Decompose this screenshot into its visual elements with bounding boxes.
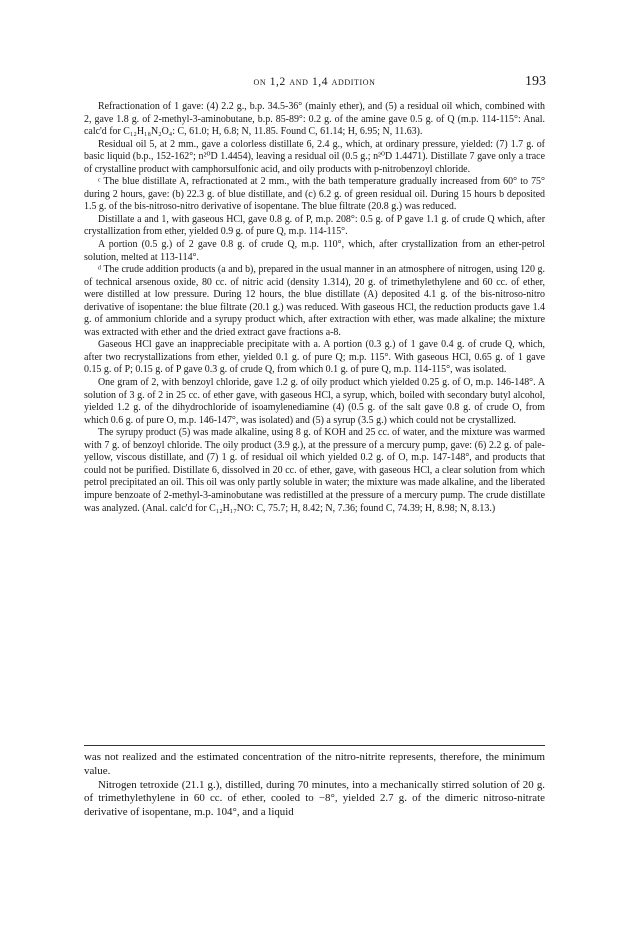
body-text — [84, 751, 545, 820]
page-number: 193 — [525, 74, 546, 89]
footnote-paragraph: One gram of 2, with benzoyl chloride, gave 1.2 g. of oily product which yielded 0.25 g. of O, m.p. 146-148°. A solution of 3 g. of 2 in 25 cc. of ether gave, with gaseous HCl, a syrup, which, boiled with secondary butyl alcohol, yielded 1.2 g. of the dihydrochloride of isoamylenediamine (4) (0.5 g. of the salt gave 0.8 g. of crude O, from which 0.6 g. of pure O, m.p. 146-147°, was isolated) and (5) a syrup (3.5 g.) which could not be crystallized. — [84, 377, 545, 426]
footnote-paragraph: ᶜ The blue distillate A, refractionated at 2 mm., with the bath temperature gradually increased from 60° to 75° during 2 hours, gave: (b) 22.3 g. of blue distillate, and (c) 6.2 g. of green residual oil. During 15 hours b deposited 1.5 g. of the bis-nitroso-nitro derivative of isopentane. The blue filtrate (20.8 g.) was reduced. — [84, 176, 545, 213]
footnotes-section — [84, 101, 545, 515]
footnote-paragraph: ᵈ The crude addition products (a and b), prepared in the usual manner in an atmosphere of nitrogen, using 120 g. of technical arsenous oxide, 80 cc. of nitric acid (density 1.314), 20 g. of trimethylethylene and 60 cc. of ether, were distilled at low pressure. During 12 hours, the blue distillate (A) deposited 4.1 g. of the bis-nitroso-nitro derivative of isopentane: the blue filtrate (20.1 g.) was reduced. With gaseous HCl, the reduction products gave 1.4 g. of ammonium chloride and a syrupy product which, after extraction with ether, was made alkaline; the mixture was extracted with ether and the dried extract gave fractions a-8. — [84, 264, 545, 338]
footnote-paragraph: Refractionation of 1 gave: (4) 2.2 g., b.p. 34.5-36° (mainly ether), and (5) a residual oil which, combined with 2, gave 1.8 g. of 2-methyl-3-aminobutane, b.p. 85-89°: 0.2 g. of the amine gave 0.5 g. of Q (m.p. 114-115°: Anal. calc'd for C₁₂H₁₈N₂O₄: C, 61.0; H, 6.8; N, 11.85. Found C, 61.14; H, 6.95; N, 11.63). — [84, 101, 545, 138]
footnote-paragraph: Distillate a and 1, with gaseous HCl, gave 0.8 g. of P, m.p. 208°: 0.5 g. of P gave 1.1 g. of crude Q which, after crystallization from ether, yielded 0.9 g. of pure Q, m.p. 114-115°. — [84, 213, 545, 238]
running-head-title: on 1,2 and 1,4 addition — [253, 76, 376, 88]
section-divider — [84, 745, 545, 746]
body-paragraph: Nitrogen tetroxide (21.1 g.), distilled, during 70 minutes, into a mechanically stirred solution of 20 g. of trimethylethylene in 60 cc. of ether, cooled to −8°, yielded 2.7 g. of the dimeric nitroso-nitrate derivative of isopentane, m.p. 104°, and a liquid — [84, 778, 545, 819]
footnote-paragraph: Residual oil 5, at 2 mm., gave a colorless distillate 6, 2.4 g., which, at ordinary pressure, yielded: (7) 1.7 g. of basic liquid (b.p., 152-162°; n²⁰D 1.4454), leaving a residual oil (0.5 g.; n²⁰D 1.4471). Distillate 7 gave only a trace of crystalline product with camphorsulfonic acid, and oily products with p-nitrobenzoyl chloride. — [84, 138, 545, 175]
footnote-paragraph: A portion (0.5 g.) of 2 gave 0.8 g. of crude Q, m.p. 110°, which, after crystallization from an ether-petrol solution, melted at 113-114°. — [84, 239, 545, 263]
footnote-paragraph: The syrupy product (5) was made alkaline, using 8 g. of KOH and 25 cc. of water, and the mixture was warmed with 7 g. of benzoyl chloride. The oily product (3.9 g.), at the pressure of a mercury pump, gave: (6) 2.2 g. of pale-yellow, viscous distillate, and (7) 1 g. of residual oil which yielded 0.2 g. of O, m.p. 147-148°, and products that could not be purified. Distillate 6, dissolved in 20 cc. of ether, gave, with gaseous HCl, a clear solution from which petrol precipitated an oil. This oil was only partly soluble in water; the mixture was made alkaline, and the liberated impure benzoate of 2-methyl-3-aminobutane was redistilled at the pressure of a mercury pump. The crude distillate was analyzed. (Anal. calc'd for C₁₂H₁₇NO: C, 75.7; H, 8.42; N, 7.36; found C, 74.39; H, 8.98; N, 8.13.) — [84, 427, 545, 514]
footnote-paragraph: Gaseous HCl gave an inappreciable precipitate with a. A portion (0.3 g.) of 1 gave 0.4 g. of crude Q, which, after two recrystallizations from ether, yielded 0.1 g. of pure Q; m.p. 115°. With gaseous HCl, 0.65 g. of 1 gave 0.15 g. of P; 0.15 g. of P gave 0.3 g. of crude Q, from which 0.1 g. of pure Q, m.p. 114-115°, was isolated. — [84, 339, 545, 376]
running-head — [0, 72, 629, 92]
body-paragraph: was not realized and the estimated concentration of the nitro-nitrite represents, therefore, the minimum value. — [84, 751, 545, 777]
